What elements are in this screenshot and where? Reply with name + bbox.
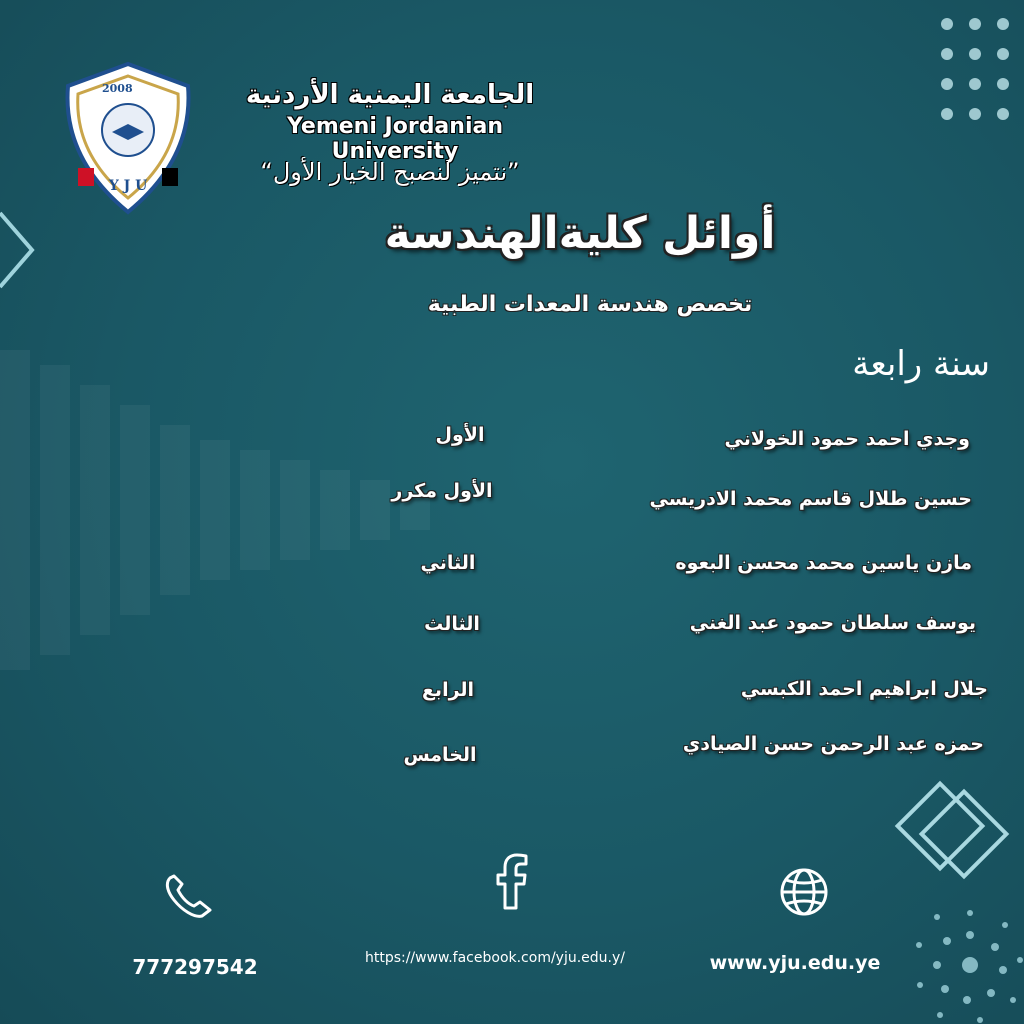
phone-icon[interactable] [160, 872, 216, 922]
page-subtitle: تخصص هندسة المعدات الطبية [427, 292, 753, 317]
student-name: حمزه عبد الرحمن حسن الصيادي [682, 733, 984, 755]
website-link[interactable]: www.yju.edu.ye [709, 952, 881, 974]
dot-grid-decoration-icon [930, 10, 1020, 140]
student-name: جلال ابراهيم احمد الكبسي [740, 678, 988, 700]
phone-number[interactable]: 777297542 [132, 955, 258, 979]
diamond-outline-decoration-icon [890, 778, 1020, 888]
student-rank: الرابع [421, 679, 475, 701]
student-name: مازن ياسين محمد محسن البعوه [675, 552, 972, 574]
student-rank: الثالث [424, 613, 480, 635]
student-rank: الثاني [420, 552, 476, 574]
university-seal-logo [48, 58, 208, 218]
facebook-link[interactable]: https://www.facebook.com/yju.edu.y/ [364, 950, 626, 966]
globe-icon[interactable] [778, 866, 830, 918]
year-label: سنة رابعة [852, 344, 990, 384]
university-seal-icon [48, 58, 208, 218]
student-name: وجدي احمد حمود الخولاني [724, 428, 970, 450]
university-slogan: ”نتميز لنصبح الخيار الأول“ [260, 158, 520, 186]
university-name-english: Yemeni Jordanian University [287, 114, 503, 164]
student-rank: الخامس [403, 744, 477, 766]
student-rank: الأول [435, 424, 485, 446]
svg-text:Y J U: Y J U [108, 178, 148, 194]
svg-text:2008: 2008 [102, 82, 133, 95]
student-name: يوسف سلطان حمود عبد الغني [689, 612, 976, 634]
page-title: أوائل كليةالهندسة [384, 208, 776, 259]
facebook-icon[interactable] [492, 852, 532, 910]
chevron-right-decoration-icon [0, 205, 40, 295]
student-rank: الأول مكرر [391, 480, 493, 502]
university-name-arabic: الجامعة اليمنية الأردنية [245, 80, 535, 110]
student-name: حسين طلال قاسم محمد الادريسي [649, 488, 972, 510]
dotted-circle-decoration-icon [915, 905, 1024, 1024]
